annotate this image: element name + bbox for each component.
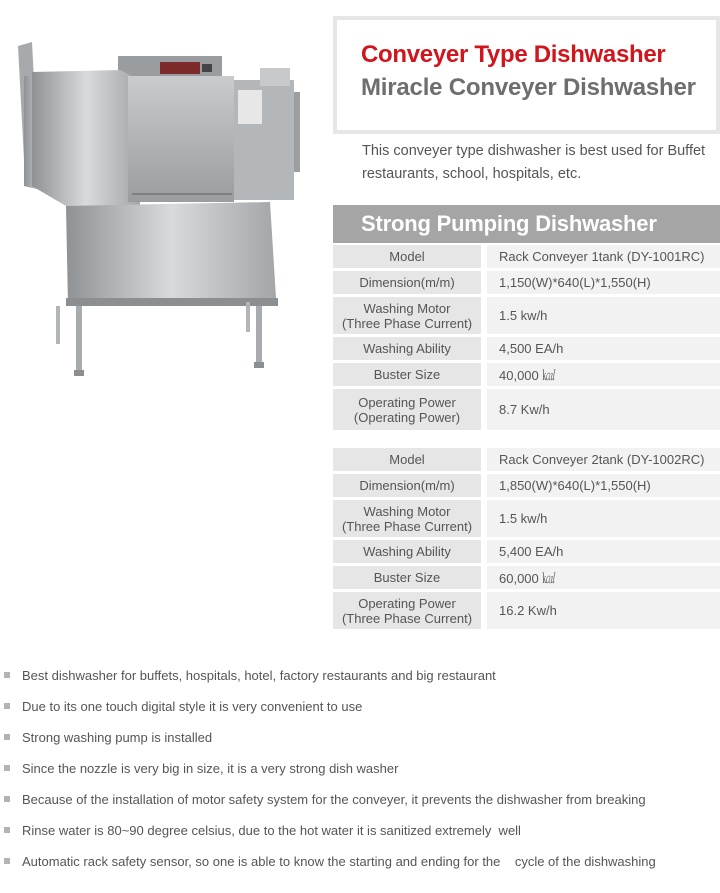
feature-text: Because of the installation of motor safety system for the conveyer, it prevents the dishwasher from breaking [22, 792, 646, 807]
feature-text: Strong washing pump is installed [22, 730, 213, 745]
bullet-square-icon [4, 703, 10, 709]
spec-table-2tank [333, 445, 720, 632]
title-inner [337, 20, 716, 130]
spec-value: 1.5 kw/h [487, 500, 720, 537]
spec-label: Washing Ability [333, 337, 481, 360]
spec-table-1tank [333, 242, 720, 433]
spec-value: 40,000 ㎉ [487, 363, 720, 386]
bullet-square-icon [4, 672, 10, 678]
feature-item [0, 818, 720, 849]
spec-label: Operating Power (Operating Power) [333, 389, 481, 430]
spec-label: Washing Ability [333, 540, 481, 563]
spec-row [333, 363, 720, 386]
spec-value: 8.7 Kw/h [487, 389, 720, 430]
feature-list [0, 663, 720, 880]
spec-value: Rack Conveyer 2tank (DY-1002RC) [487, 448, 720, 471]
page-subtitle: Miracle Conveyer Dishwasher [361, 74, 696, 101]
feature-text: Since the nozzle is very big in size, it is a very strong dish washer [22, 761, 399, 776]
spec-value: 16.2 Kw/h [487, 592, 720, 629]
spec-row [333, 389, 720, 430]
feature-item [0, 787, 720, 818]
spec-row [333, 500, 720, 537]
spec-value: 1,150(W)*640(L)*1,550(H) [487, 271, 720, 294]
bullet-square-icon [4, 734, 10, 740]
spec-value: 60,000 ㎉ [487, 566, 720, 589]
feature-item [0, 663, 720, 694]
spec-label: Buster Size [333, 566, 481, 589]
bullet-square-icon [4, 765, 10, 771]
spec-row [333, 448, 720, 471]
spec-value: 5,400 EA/h [487, 540, 720, 563]
spec-row [333, 271, 720, 294]
spec-row [333, 592, 720, 629]
spec-value: Rack Conveyer 1tank (DY-1001RC) [487, 245, 720, 268]
spec-value: 1,850(W)*640(L)*1,550(H) [487, 474, 720, 497]
spec-label: Washing Motor (Three Phase Current) [333, 297, 481, 334]
bullet-square-icon [4, 827, 10, 833]
spec-label: Dimension(m/m) [333, 474, 481, 497]
spec-label: Model [333, 448, 481, 471]
spec-header: Strong Pumping Dishwasher [333, 205, 720, 243]
feature-item [0, 725, 720, 756]
feature-item [0, 694, 720, 725]
feature-item [0, 756, 720, 787]
spec-row [333, 566, 720, 589]
feature-text: Due to its one touch digital style it is very convenient to use [22, 699, 363, 714]
bullet-square-icon [4, 858, 10, 864]
spec-label: Dimension(m/m) [333, 271, 481, 294]
spec-label: Model [333, 245, 481, 268]
spec-row [333, 245, 720, 268]
spec-row [333, 540, 720, 563]
spec-row [333, 297, 720, 334]
title-box [333, 16, 720, 134]
spec-label: Buster Size [333, 363, 481, 386]
spec-value: 1.5 kw/h [487, 297, 720, 334]
spec-row [333, 337, 720, 360]
spec-row [333, 474, 720, 497]
feature-text: Best dishwasher for buffets, hospitals, hotel, factory restaurants and big restaurant [22, 668, 496, 683]
feature-item [0, 849, 720, 880]
spec-value: 4,500 EA/h [487, 337, 720, 360]
spec-label: Washing Motor (Three Phase Current) [333, 500, 481, 537]
feature-text: Automatic rack safety sensor, so one is able to know the starting and ending for the cycle of the dishwashing [22, 854, 656, 869]
bullet-square-icon [4, 796, 10, 802]
feature-text: Rinse water is 80~90 degree celsius, due to the hot water it is sanitized extremely well [22, 823, 521, 838]
intro-text: This conveyer type dishwasher is best used for Buffet restaurants, school, hospitals, etc. [362, 143, 706, 182]
page-title: Conveyer Type Dishwasher [361, 41, 666, 68]
dishwasher-product-image [10, 36, 310, 386]
spec-label: Operating Power (Three Phase Current) [333, 592, 481, 629]
